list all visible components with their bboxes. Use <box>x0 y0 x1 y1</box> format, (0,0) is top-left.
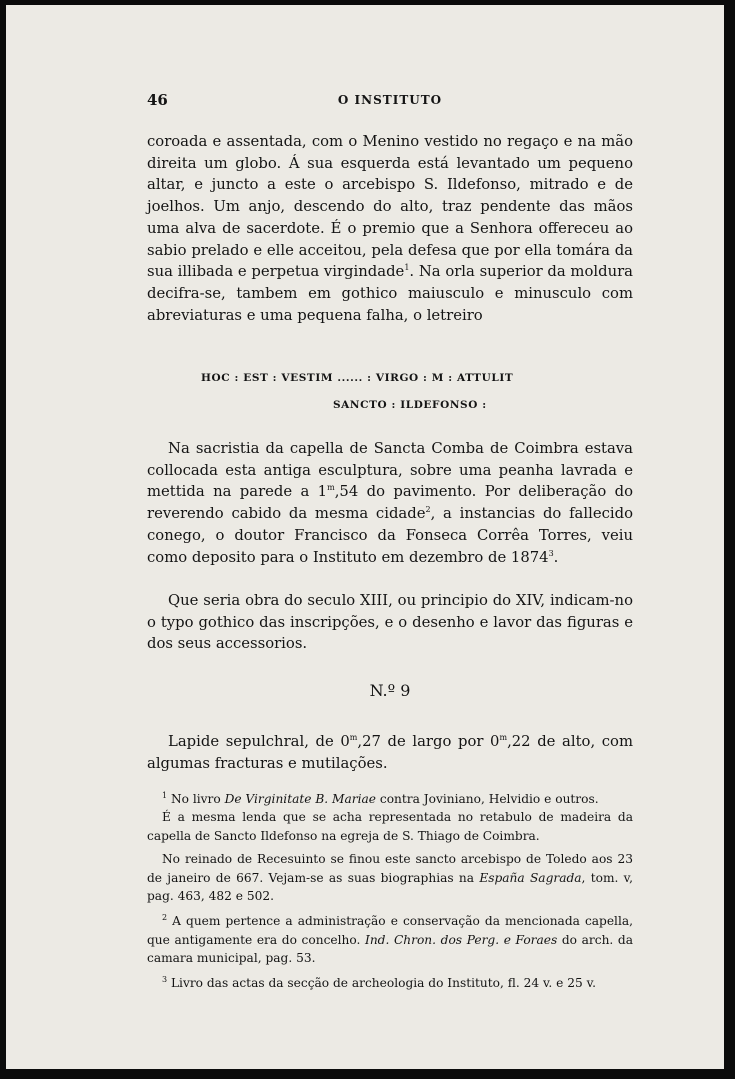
paragraph-2: Na sacristia da capella de Sancta Comba de Coimbra estava collocada esta antiga esculptura, sobre uma peanha lavrada e mettida na parede a 1$^m$,54 do pavimento. Por deliberação do reverendo cabido da mesma cidade$^2$, a instancias do fallecido conego, o doutor Francisco da Fonseca Corrêa Torres, veiu como deposito para o Instituto em dezembro de 1874$^3$. <box>147 440 633 566</box>
running-head <box>147 91 633 111</box>
journal-title: O INSTITUTO <box>337 93 443 107</box>
paragraph-1: coroada e assentada, com o Menino vestido no regaço e na mão direita um globo. Á sua esquerda está levantado um pequeno altar, e juncto a este o arcebispo S. Ildefonso, mitrado e de joelhos. Um anjo, descendo do alto, traz pendente das mãos uma alva de sacerdote. É o premio que a Senhora offereceu ao sabio prelado e elle acceitou, pela defesa que por ella tomára da sua illibada e perpetua virgindade$^1$. Na orla superior da moldura decifra-se, tambem em gothico maiusculo e minusculo com abreviaturas e uma pequena falha, o letreiro <box>147 133 633 324</box>
footnote-ref-2: 2 <box>425 505 431 515</box>
section-heading: N.º 9 <box>369 681 411 700</box>
inscription-line-1: HOC : EST : VESTIM ...... : VIRGO : M : ATTULIT <box>201 372 514 384</box>
footnote-1-continued: É a mesma lenda que se acha representada no retabulo de madeira da capella de Sancto Ildefonso na egreja de S. Thiago de Coimbra. <box>147 810 633 843</box>
footnote-2: $^2$ A quem pertence a administração e conservação da mencionada capella, que antigamente era do concelho. Ind. Chron. dos Perg. e Foraes do arch. da camara municipal, pag. 53. <box>147 912 633 966</box>
paragraph-4: Lapide sepulchral, de 0$^m$,27 de largo por 0$^m$,22 de alto, com algumas fracturas e mutilações. <box>147 733 633 772</box>
paragraph-3: Que seria obra do seculo XIII, ou principio do XIV, indicam-no o typo gothico das inscripções, e o desenho e lavor das figuras e dos seus accessorios. <box>147 592 633 653</box>
footnote-1-reign: No reinado de Recesuinto se finou este sancto arcebispo de Toledo aos 23 de janeiro de 667. Vejam-se as suas biographias na España Sagrada, tom. v, pag. 463, 482 e 502. <box>147 852 633 904</box>
footnote-ref-1: 1 <box>404 263 410 273</box>
page-number: 46 <box>147 91 168 109</box>
footnote-ref-3: 3 <box>548 548 554 558</box>
footnote-1: $^1$ No livro De Virginitate B. Mariae contra Joviniano, Helvidio e outros. <box>162 790 599 806</box>
scanned-page <box>6 5 724 1069</box>
footnote-3: $^3$ Livro das actas da secção de archeologia do Instituto, fl. 24 v. e 25 v. <box>162 974 596 990</box>
inscription-line-2: SANCTO : ILDEFONSO : <box>333 399 487 411</box>
